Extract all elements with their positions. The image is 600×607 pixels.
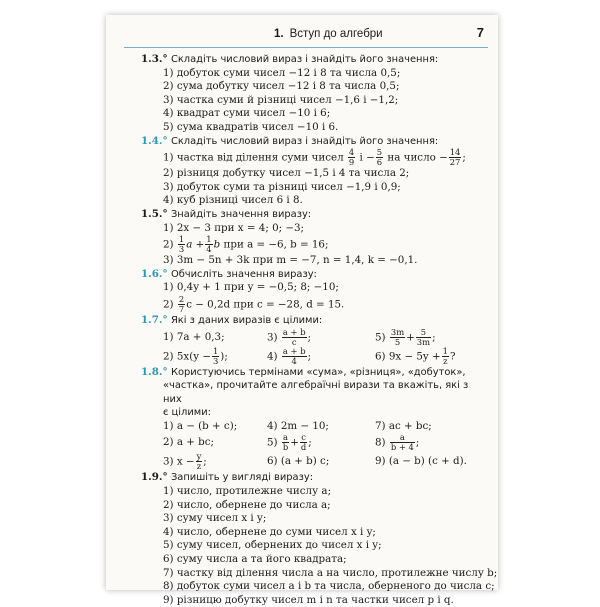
exercise-instruction: Складіть числовий вираз і знайдіть його значення:	[170, 54, 439, 65]
exercise-item: 8) добуток суми чисел a і b та числа, оберненого до числа c;	[163, 580, 495, 593]
fraction: $\frac{5}{6}$	[376, 147, 383, 168]
exercise-item: 5) суму чисел, обернених до чисел x і y;	[163, 539, 382, 552]
fraction: $\frac{a}{b}$	[282, 432, 289, 453]
exercise-item: 3) x − $\frac{y}{z}$ ;	[163, 451, 207, 472]
exercise-item: 6) 9x − 5y + $\frac{1}{z}$ ?	[375, 345, 456, 366]
exercise-item: 9) різницю добутку чисел m і n та частки чисел p і q.	[163, 593, 454, 606]
fraction: $\frac{a + b}{c}$	[282, 326, 306, 347]
exercise-number: 1.5.°	[141, 207, 168, 220]
exercise-item: 1) a − (b + c);	[163, 419, 238, 432]
exercise-item: 2) сума добутку чисел −12 і 8 та числа 0,5;	[163, 80, 400, 93]
exercise-item: 5) $\frac{3m}{5}$ + $\frac{5}{3m}$ ;	[375, 326, 436, 347]
exercise-item: 2) a + bc;	[163, 436, 214, 449]
exercise-item: 3) добуток суми та різниці чисел −1,9 і 0,9;	[163, 180, 401, 193]
exercise-item: 4) $\frac{a + b}{4}$ ;	[267, 345, 312, 366]
exercise-item: 5) $\frac{a}{b}$ + $\frac{c}{d}$ ;	[267, 432, 312, 453]
exercise-instruction: Запишіть у вигляді виразу:	[170, 472, 314, 484]
fraction: $\frac{1}{3}$	[178, 234, 185, 255]
fraction: $\frac{a + b}{4}$	[282, 345, 306, 366]
fraction: $\frac{14}{27}$	[449, 147, 461, 168]
fraction: $\frac{2}{7}$	[178, 293, 185, 314]
fraction: $\frac{4}{9}$	[348, 147, 355, 168]
exercise-item: 3) частка суми й різниці чисел −1,6 і −1,2;	[163, 93, 399, 106]
exercise-1-5	[141, 208, 486, 268]
exercise-1-8	[141, 366, 486, 472]
exercise-1-6	[141, 268, 486, 314]
exercise-item: 3) суму чисел x і y;	[163, 512, 267, 525]
exercise-item: 3) 3m − 5n + 3k при m = −7, n = 1,4, k = −0,1.	[163, 254, 418, 267]
exercise-item: 1) добуток суми чисел −12 і 8 та числа 0,5;	[163, 66, 401, 79]
exercise-item: 2) число, обернене до числа a;	[163, 498, 331, 511]
fraction: $\frac{5}{3m}$	[416, 326, 431, 347]
exercise-item: 2) різниця добутку чисел −1,5 і 4 та числа 2;	[163, 167, 410, 180]
fraction: $\frac{3m}{5}$	[390, 326, 405, 347]
exercise-1-9	[141, 471, 498, 607]
exercise-item: 3) $\frac{a + b}{c}$ ;	[267, 326, 312, 347]
exercise-item: 4) куб різниці чисел 6 і 8.	[163, 194, 303, 207]
exercise-item: 1) 0,4y + 1 при y = −0,5; 8; −10;	[163, 281, 339, 294]
fraction: $\frac{c}{d}$	[300, 432, 307, 453]
section-number: 1.	[274, 28, 284, 40]
exercise-1-3	[141, 53, 486, 135]
fraction: $\frac{1}{3}$	[212, 345, 219, 366]
exercise-1-4	[141, 135, 486, 208]
section-heading	[274, 28, 383, 40]
exercise-instruction: Які з даних виразів є цілими:	[170, 314, 323, 326]
exercise-item: 4) квадрат суми чисел −10 і 6;	[163, 107, 331, 120]
running-header	[124, 21, 488, 48]
exercise-1-7	[141, 314, 486, 366]
exercise-item: 2) $\frac{2}{7}$ c − 0,2d при c = −28, d = 15.	[163, 293, 345, 314]
exercise-list	[141, 53, 498, 607]
fraction: $\frac{1}{z}$	[442, 345, 448, 366]
exercise-item: 7) ac + bc;	[375, 419, 432, 432]
exercise-item: 1) частка від ділення суми чисел $\frac{4}{9}$ і − $\frac{5}{6}$ на число − $\frac{14}{27}$ ;	[163, 147, 466, 168]
exercise-item: 4) число, обернене до суми чисел x і y;	[163, 525, 376, 538]
exercise-number: 1.4.°	[141, 134, 168, 147]
exercise-item: 2) $\frac{1}{3}$ a + $\frac{1}{4}$ b при a = −6, b = 16;	[163, 234, 329, 255]
exercise-instruction: Складіть числовий вираз і знайдіть його значення:	[170, 135, 439, 147]
fraction: $\frac{y}{z}$	[196, 451, 202, 472]
exercise-instruction: Обчисліть значення виразу:	[170, 268, 317, 280]
exercise-item: 6) (a + b) c;	[267, 455, 330, 468]
exercise-instruction: Знайдіть значення виразу:	[170, 208, 312, 220]
expression-grid	[141, 328, 486, 366]
exercise-item: 5) сума квадратів чисел −10 і 6.	[163, 120, 339, 133]
exercise-item: 8) $\frac{a}{b + 4}$ ;	[375, 432, 420, 453]
fraction: $\frac{a}{b + 4}$	[390, 432, 414, 453]
exercise-number: 1.6.°	[141, 267, 168, 280]
exercise-item: 7) частку від ділення числа a на число, протилежне числу b;	[163, 566, 498, 579]
exercise-number: 1.3.°	[141, 53, 168, 65]
exercise-item: 2) 5x(y − $\frac{1}{3}$ );	[163, 345, 228, 366]
textbook-page	[106, 15, 498, 606]
section-title: Вступ до алгебри	[289, 28, 383, 40]
exercise-item: 1) 2x − 3 при x = 4; 0; −3;	[163, 221, 305, 234]
exercise-instruction: «частка», прочитайте алгебраїчні вирази та вкажіть, які з них	[163, 380, 469, 405]
exercise-number: 1.7.°	[141, 313, 168, 326]
fraction: $\frac{1}{4}$	[206, 234, 212, 255]
exercise-item: 6) суму числа a та його квадрата;	[163, 553, 347, 566]
exercise-item: 1) число, протилежне числу a;	[163, 485, 332, 498]
exercise-instruction: є цілими:	[163, 407, 211, 419]
exercise-item: 1) 7a + 0,3;	[163, 330, 225, 343]
exercise-instruction: Користуючись термінами «сума», «різниця», «добуток»,	[170, 366, 466, 378]
exercise-number: 1.8.°	[141, 365, 168, 378]
exercise-item: 4) 2m − 10;	[267, 419, 329, 432]
expression-grid	[141, 420, 486, 472]
exercise-number: 1.9.°	[141, 471, 168, 484]
exercise-item: 9) (a − b) (c + d).	[375, 455, 467, 468]
page-number: 7	[476, 25, 484, 40]
